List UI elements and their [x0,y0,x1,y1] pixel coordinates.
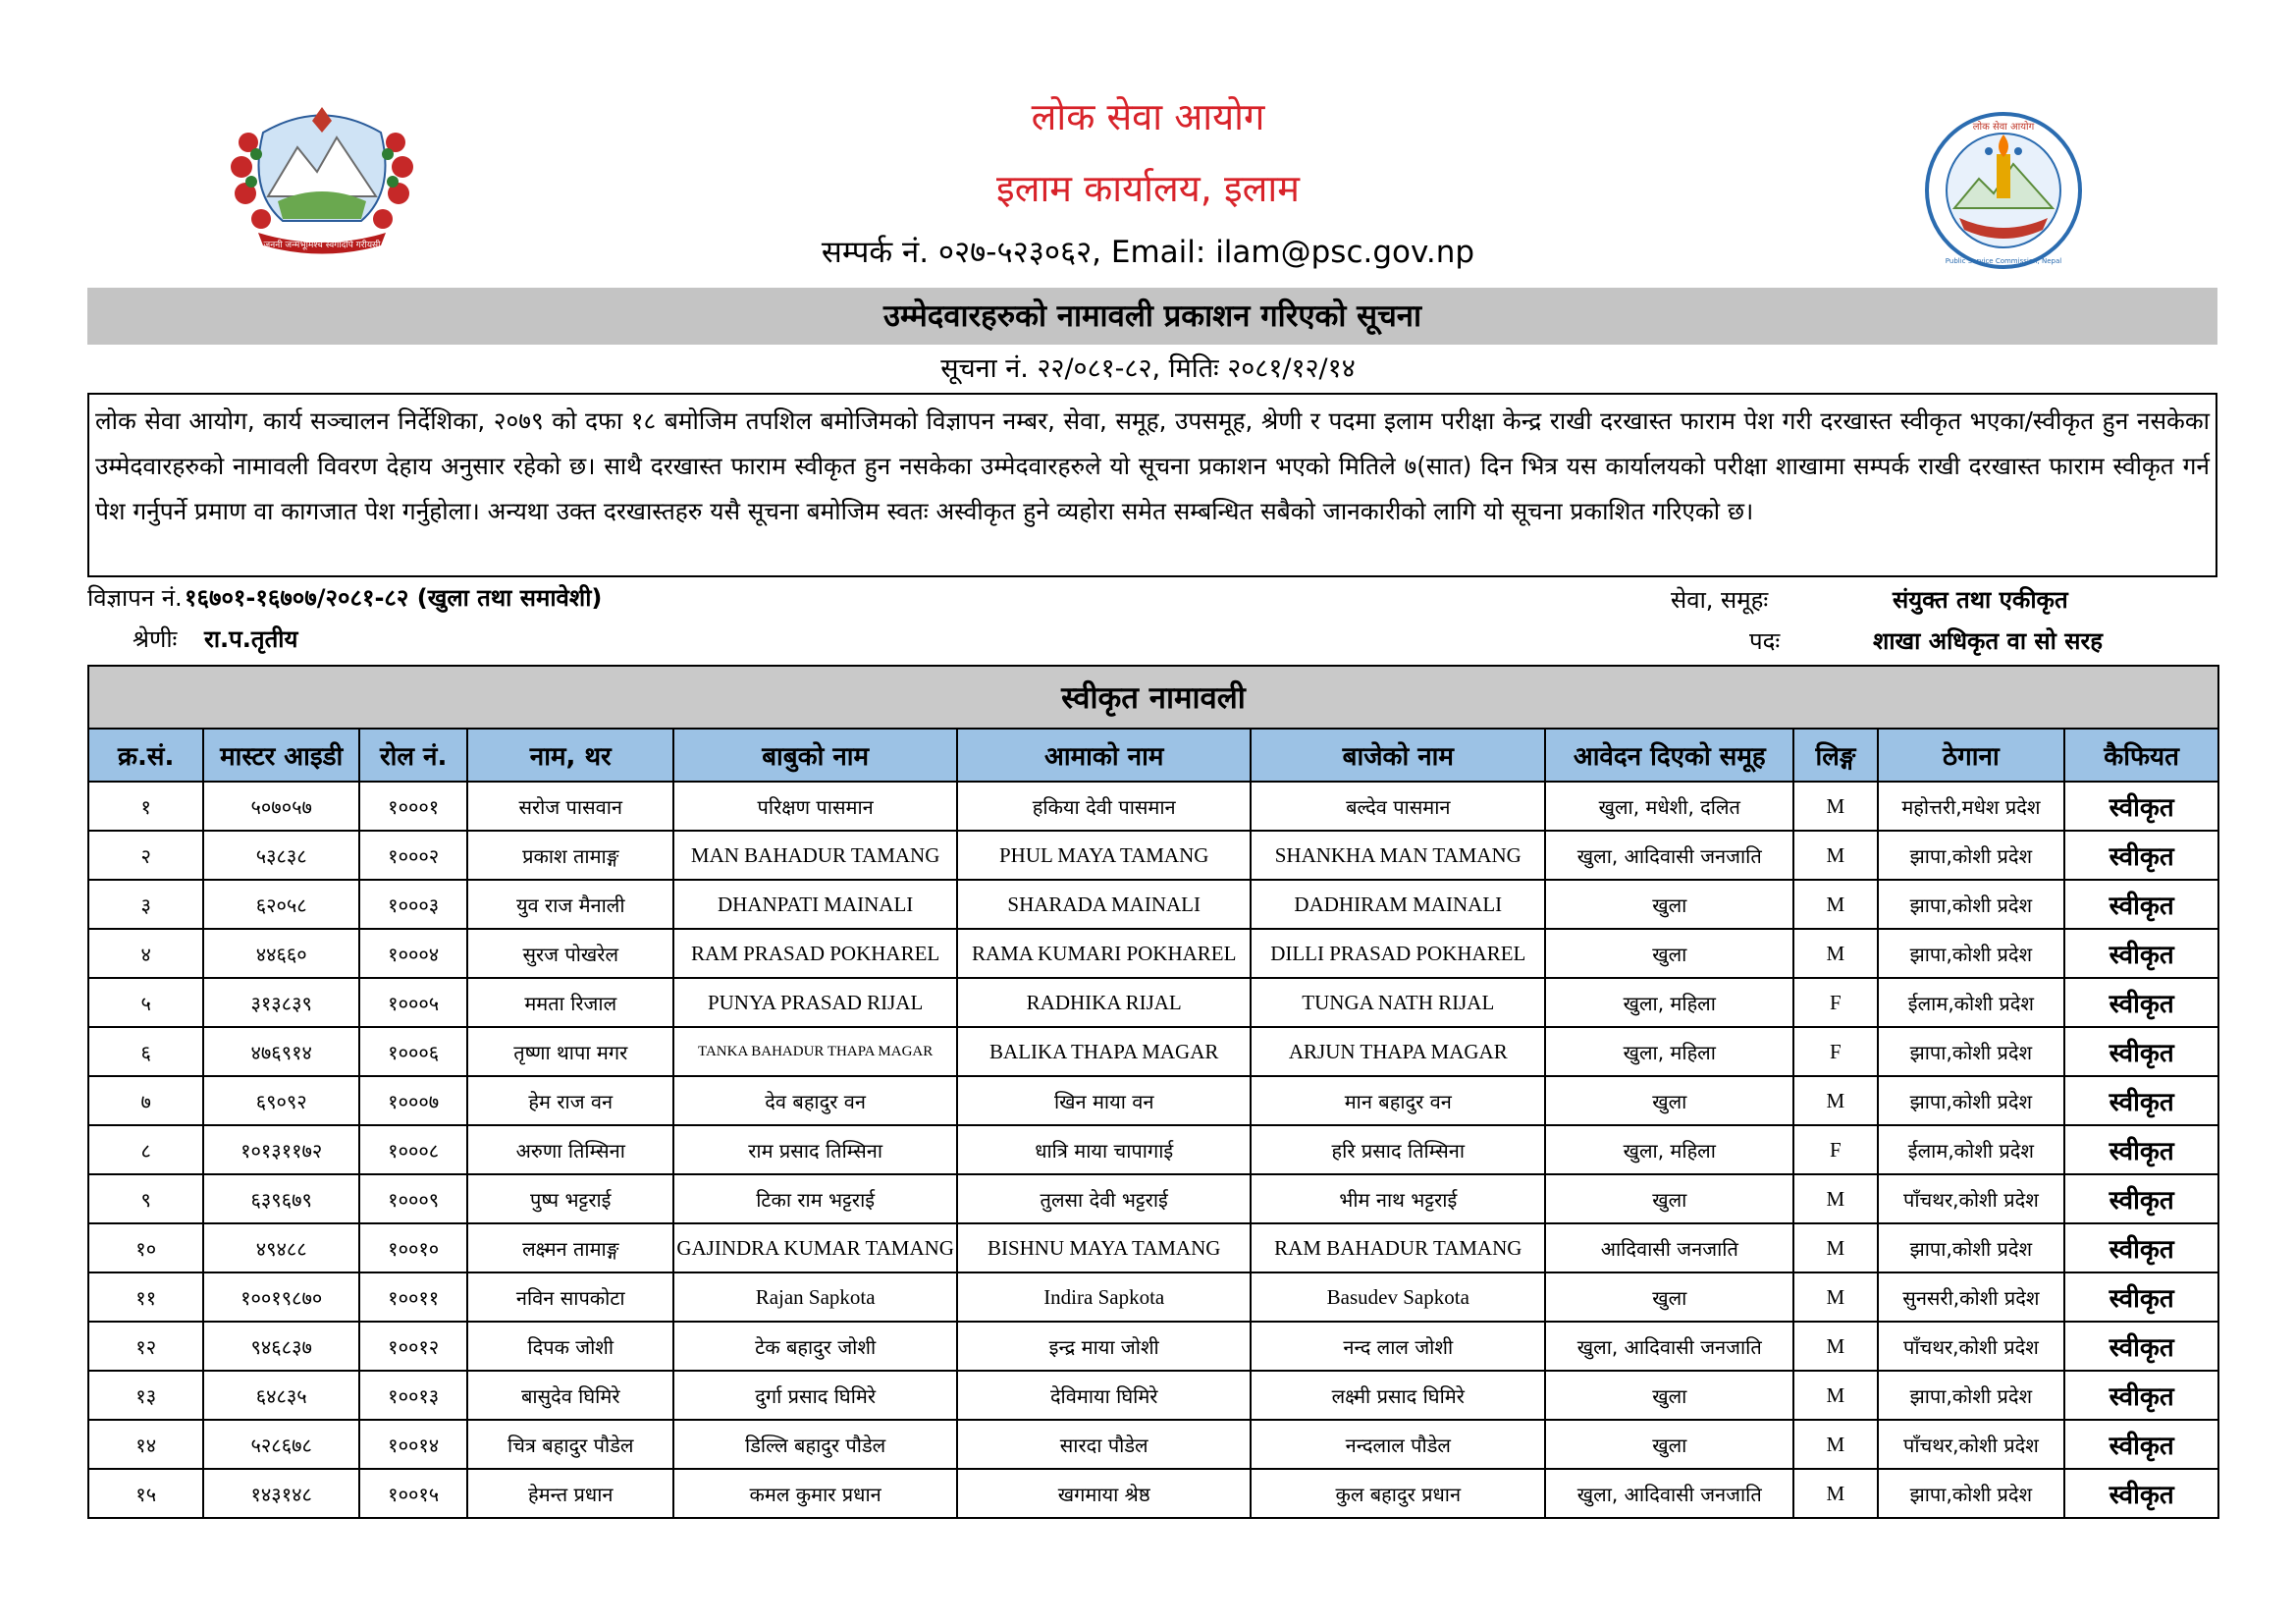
column-header-serial: क्र.सं. [88,729,203,782]
cell-applied-group: खुला [1545,1420,1793,1469]
cell-master-id: ४४६६० [203,929,359,978]
cell-gender: M [1793,1223,1877,1272]
cell-mother-name: RADHIKA RIJAL [957,978,1251,1027]
cell-remarks: स्वीकृत [2064,1223,2218,1272]
cell-mother-name: इन्द्र माया जोशी [957,1322,1251,1371]
cell-serial: ६ [88,1027,203,1076]
table-row [88,782,2218,831]
cell-remarks: स्वीकृत [2064,929,2218,978]
table-row [88,1076,2218,1125]
cell-master-id: ६२०५८ [203,880,359,929]
cell-candidate-name: तृष्णा थापा मगर [467,1027,673,1076]
cell-mother-name: खिन माया वन [957,1076,1251,1125]
post-value: शाखा अधिकृत वा सो सरह [1873,627,2104,655]
cell-address: ईलाम,कोशी प्रदेश [1878,978,2065,1027]
cell-master-id: ९४६८३७ [203,1322,359,1371]
cell-applied-group: खुला, आदिवासी जनजाति [1545,831,1793,880]
column-header-father-name: बाबुको नाम [673,729,957,782]
cell-address: झापा,कोशी प्रदेश [1878,1469,2065,1518]
cell-gender: M [1793,782,1877,831]
cell-serial: ४ [88,929,203,978]
cell-grandfather-name: SHANKHA MAN TAMANG [1251,831,1545,880]
notice-reference: सूचना नं. २२/०८१-८२, मितिः २०८१/१२/१४ [940,353,1356,384]
table-header-row [88,729,2218,782]
cell-mother-name: सारदा पौडेल [957,1420,1251,1469]
psc-seal-icon [1910,110,2097,272]
cell-applied-group: खुला [1545,1272,1793,1322]
cell-father-name: TANKA BAHADUR THAPA MAGAR [673,1027,957,1076]
cell-serial: १० [88,1223,203,1272]
service-label: सेवा, समूहः [1671,586,1769,614]
cell-father-name: डिल्लि बहादुर पौडेल [673,1420,957,1469]
cell-gender: M [1793,831,1877,880]
cell-serial: १ [88,782,203,831]
cell-serial: ३ [88,880,203,929]
cell-applied-group: खुला [1545,1174,1793,1223]
column-header-gender: लिङ्ग [1793,729,1877,782]
cell-master-id: १०१३११७२ [203,1125,359,1174]
column-header-applied-group: आवेदन दिएको समूह [1545,729,1793,782]
cell-candidate-name: पुष्प भट्टराई [467,1174,673,1223]
cell-applied-group: खुला, महिला [1545,1027,1793,1076]
cell-gender: M [1793,880,1877,929]
cell-grandfather-name: DADHIRAM MAINALI [1251,880,1545,929]
column-header-remarks: कैफियत [2064,729,2218,782]
cell-applied-group: आदिवासी जनजाति [1545,1223,1793,1272]
cell-remarks: स्वीकृत [2064,1027,2218,1076]
cell-address: पाँचथर,कोशी प्रदेश [1878,1420,2065,1469]
cell-remarks: स्वीकृत [2064,978,2218,1027]
column-header-master-id: मास्टर आइडी [203,729,359,782]
cell-father-name: राम प्रसाद तिम्सिना [673,1125,957,1174]
cell-gender: M [1793,1371,1877,1420]
column-header-mother-name: आमाको नाम [957,729,1251,782]
cell-roll-no: १००१२ [359,1322,467,1371]
cell-serial: १५ [88,1469,203,1518]
cell-grandfather-name: मान बहादुर वन [1251,1076,1545,1125]
cell-remarks: स्वीकृत [2064,831,2218,880]
cell-address: महोत्तरी,मधेश प्रदेश [1878,782,2065,831]
cell-roll-no: १००१५ [359,1469,467,1518]
cell-remarks: स्वीकृत [2064,1322,2218,1371]
adv-value: १६७०१-१६७०७/२०८१-८२ (खुला तथा समावेशी) [185,584,603,612]
cell-roll-no: १००१० [359,1223,467,1272]
table-caption: स्वीकृत नामावली [88,666,2218,729]
cell-address: पाँचथर,कोशी प्रदेश [1878,1322,2065,1371]
column-header-roll-no: रोल नं. [359,729,467,782]
cell-grandfather-name: TUNGA NATH RIJAL [1251,978,1545,1027]
cell-father-name: दुर्गा प्रसाद घिमिरे [673,1371,957,1420]
cell-serial: ८ [88,1125,203,1174]
cell-father-name: देव बहादुर वन [673,1076,957,1125]
cell-master-id: ४९४८८ [203,1223,359,1272]
post-label: पदः [1749,627,1781,655]
cell-gender: M [1793,1174,1877,1223]
cell-grandfather-name: Basudev Sapkota [1251,1272,1545,1322]
cell-mother-name: SHARADA MAINALI [957,880,1251,929]
column-header-address: ठेगाना [1878,729,2065,782]
cell-remarks: स्वीकृत [2064,880,2218,929]
cell-roll-no: १००१४ [359,1420,467,1469]
cell-address: झापा,कोशी प्रदेश [1878,880,2065,929]
table-row [88,929,2218,978]
cell-father-name: Rajan Sapkota [673,1272,957,1322]
cell-candidate-name: हेमन्त प्रधान [467,1469,673,1518]
cell-remarks: स्वीकृत [2064,1272,2218,1322]
svg-text:जननी जन्मभूमिश्च स्वर्गादपि गर: जननी जन्मभूमिश्च स्वर्गादपि गरीयसी [263,241,381,250]
cell-grandfather-name: नन्द लाल जोशी [1251,1322,1545,1371]
cell-roll-no: १०००१ [359,782,467,831]
cell-serial: १२ [88,1322,203,1371]
cell-address: झापा,कोशी प्रदेश [1878,1076,2065,1125]
cell-master-id: ५०७०५७ [203,782,359,831]
cell-remarks: स्वीकृत [2064,1125,2218,1174]
notice-body: लोक सेवा आयोग, कार्य सञ्चालन निर्देशिका, २०७९ को दफा १८ बमोजिम तपशिल बमोजिमको विज्ञापन नम्बर, सेवा, समूह, उपसमूह, श्रेणी र पदमा इलाम परीक्षा केन्द्र राखी दरखास्त फाराम पेश गरी दरखास्त स्वीकृत भएका/स्वीकृत हुन नसकेका उम्मेदवारहरुको नामावली विवरण देहाय अनुसार रहेको छ। साथै दरखास्त फाराम स्वीकृत हुन नसकेका उम्मेदवारहरुले यो सूचना प्रकाशन भएको मितिले ७(सात) दिन भित्र यस कार्यालयको परीक्षा शाखामा सम्पर्क राखी दरखास्त फाराम स्वीकृत गर्न पेश गर्नुपर्ने प्रमाण वा कागजात पेश गर्नुहोला। अन्यथा उक्त दरखास्तहरु यसै सूचना बमोजिम स्वतः अस्वीकृत हुने व्यहोरा समेत सम्बन्धित सबैको जानकारीको लागि यो सूचना प्रकाशित गरिएको छ। [87,393,2217,577]
table-row [88,1174,2218,1223]
cell-applied-group: खुला, महिला [1545,978,1793,1027]
cell-candidate-name: चित्र बहादुर पौडेल [467,1420,673,1469]
cell-serial: १४ [88,1420,203,1469]
cell-father-name: टेक बहादुर जोशी [673,1322,957,1371]
cell-father-name: MAN BAHADUR TAMANG [673,831,957,880]
svg-text:Public Service Commission, Nep: Public Service Commission, Nepal [1945,257,2062,265]
cell-grandfather-name: बल्देव पासमान [1251,782,1545,831]
cell-mother-name: धात्रि माया चापागाई [957,1125,1251,1174]
cell-roll-no: १००१३ [359,1371,467,1420]
cell-remarks: स्वीकृत [2064,1174,2218,1223]
cell-grandfather-name: भीम नाथ भट्टराई [1251,1174,1545,1223]
cell-roll-no: १०००३ [359,880,467,929]
cell-remarks: स्वीकृत [2064,1469,2218,1518]
column-header-grandfather-name: बाजेको नाम [1251,729,1545,782]
cell-grandfather-name: हरि प्रसाद तिम्सिना [1251,1125,1545,1174]
cell-gender: M [1793,1272,1877,1322]
cell-address: झापा,कोशी प्रदेश [1878,1371,2065,1420]
cell-master-id: ६४८३५ [203,1371,359,1420]
approved-candidates-table [87,665,2219,1519]
cell-remarks: स्वीकृत [2064,1420,2218,1469]
cell-applied-group: खुला [1545,1076,1793,1125]
cell-roll-no: १०००२ [359,831,467,880]
cell-mother-name: Indira Sapkota [957,1272,1251,1322]
adv-label: विज्ञापन नं. [87,584,183,612]
cell-roll-no: १०००४ [359,929,467,978]
cell-candidate-name: सरोज पासवान [467,782,673,831]
cell-gender: M [1793,1322,1877,1371]
cell-master-id: ५२८६७८ [203,1420,359,1469]
cell-remarks: स्वीकृत [2064,1371,2218,1420]
cell-applied-group: खुला, मधेशी, दलित [1545,782,1793,831]
org-name: लोक सेवा आयोग [1031,95,1265,138]
cell-roll-no: १०००६ [359,1027,467,1076]
cell-master-id: ६९०९२ [203,1076,359,1125]
cell-mother-name: RAMA KUMARI POKHAREL [957,929,1251,978]
cell-candidate-name: दिपक जोशी [467,1322,673,1371]
cell-address: सुनसरी,कोशी प्रदेश [1878,1272,2065,1322]
cell-grandfather-name: कुल बहादुर प्रधान [1251,1469,1545,1518]
table-row [88,1027,2218,1076]
level-value: रा.प.तृतीय [204,625,298,653]
cell-mother-name: खगमाया श्रेष्ठ [957,1469,1251,1518]
column-header-candidate-name: नाम, थर [467,729,673,782]
service-value: संयुक्त तथा एकीकृत [1893,586,2068,614]
cell-serial: २ [88,831,203,880]
cell-grandfather-name: DILLI PRASAD POKHAREL [1251,929,1545,978]
cell-gender: F [1793,978,1877,1027]
table-row [88,1469,2218,1518]
table-row [88,1223,2218,1272]
cell-mother-name: BALIKA THAPA MAGAR [957,1027,1251,1076]
cell-applied-group: खुला, महिला [1545,1125,1793,1174]
level-label: श्रेणीः [133,625,178,653]
cell-serial: ११ [88,1272,203,1322]
cell-address: झापा,कोशी प्रदेश [1878,831,2065,880]
cell-roll-no: १०००८ [359,1125,467,1174]
cell-candidate-name: सुरज पोखरेल [467,929,673,978]
table-row [88,978,2218,1027]
cell-mother-name: हकिया देवी पासमान [957,782,1251,831]
cell-father-name: टिका राम भट्टराई [673,1174,957,1223]
cell-candidate-name: ममता रिजाल [467,978,673,1027]
cell-address: ईलाम,कोशी प्रदेश [1878,1125,2065,1174]
cell-address: झापा,कोशी प्रदेश [1878,1223,2065,1272]
cell-mother-name: PHUL MAYA TAMANG [957,831,1251,880]
table-row [88,831,2218,880]
cell-grandfather-name: ARJUN THAPA MAGAR [1251,1027,1545,1076]
cell-master-id: ३१३८३९ [203,978,359,1027]
cell-master-id: १००१९८७० [203,1272,359,1322]
cell-serial: ९ [88,1174,203,1223]
cell-roll-no: १००११ [359,1272,467,1322]
table-row [88,1322,2218,1371]
svg-text:लोक सेवा आयोग: लोक सेवा आयोग [1972,122,2035,133]
cell-address: झापा,कोशी प्रदेश [1878,1027,2065,1076]
cell-master-id: ६३९६७९ [203,1174,359,1223]
cell-applied-group: खुला [1545,880,1793,929]
cell-applied-group: खुला, आदिवासी जनजाति [1545,1469,1793,1518]
cell-grandfather-name: नन्दलाल पौडेल [1251,1420,1545,1469]
cell-candidate-name: युव राज मैनाली [467,880,673,929]
table-row [88,1420,2218,1469]
cell-mother-name: तुलसा देवी भट्टराई [957,1174,1251,1223]
cell-grandfather-name: लक्ष्मी प्रसाद घिमिरे [1251,1371,1545,1420]
cell-serial: १३ [88,1371,203,1420]
cell-applied-group: खुला, आदिवासी जनजाति [1545,1322,1793,1371]
cell-serial: ७ [88,1076,203,1125]
cell-master-id: ५३८३८ [203,831,359,880]
cell-master-id: १४३१४८ [203,1469,359,1518]
notice-title-banner: उम्मेदवारहरुको नामावली प्रकाशन गरिएको सूचना [87,288,2217,345]
cell-candidate-name: नविन सापकोटा [467,1272,673,1322]
cell-gender: M [1793,1469,1877,1518]
cell-gender: F [1793,1125,1877,1174]
cell-mother-name: देविमाया घिमिरे [957,1371,1251,1420]
cell-applied-group: खुला [1545,1371,1793,1420]
cell-father-name: कमल कुमार प्रधान [673,1469,957,1518]
cell-father-name: PUNYA PRASAD RIJAL [673,978,957,1027]
cell-address: झापा,कोशी प्रदेश [1878,929,2065,978]
cell-father-name: GAJINDRA KUMAR TAMANG [673,1223,957,1272]
cell-remarks: स्वीकृत [2064,782,2218,831]
cell-candidate-name: बासुदेव घिमिरे [467,1371,673,1420]
cell-father-name: RAM PRASAD POKHAREL [673,929,957,978]
cell-remarks: स्वीकृत [2064,1076,2218,1125]
cell-serial: ५ [88,978,203,1027]
cell-applied-group: खुला [1545,929,1793,978]
cell-mother-name: BISHNU MAYA TAMANG [957,1223,1251,1272]
cell-candidate-name: अरुणा तिम्सिना [467,1125,673,1174]
cell-candidate-name: प्रकाश तामाङ्ग [467,831,673,880]
cell-grandfather-name: RAM BAHADUR TAMANG [1251,1223,1545,1272]
cell-father-name: DHANPATI MAINALI [673,880,957,929]
cell-gender: F [1793,1027,1877,1076]
cell-candidate-name: लक्ष्मन तामाङ्ग [467,1223,673,1272]
contact-line: सम्पर्क नं. ०२७-५२३०६२, Email: ilam@psc.gov.np [821,235,1475,270]
table-row [88,1272,2218,1322]
table-row [88,1371,2218,1420]
cell-gender: M [1793,1420,1877,1469]
cell-gender: M [1793,929,1877,978]
cell-address: पाँचथर,कोशी प्रदेश [1878,1174,2065,1223]
cell-candidate-name: हेम राज वन [467,1076,673,1125]
cell-gender: M [1793,1076,1877,1125]
cell-roll-no: १०००७ [359,1076,467,1125]
cell-roll-no: १०००९ [359,1174,467,1223]
cell-roll-no: १०००५ [359,978,467,1027]
cell-master-id: ४७६९१४ [203,1027,359,1076]
office-name: इलाम कार्यालय, इलाम [996,167,1300,210]
table-row [88,880,2218,929]
cell-father-name: परिक्षण पासमान [673,782,957,831]
table-row [88,1125,2218,1174]
